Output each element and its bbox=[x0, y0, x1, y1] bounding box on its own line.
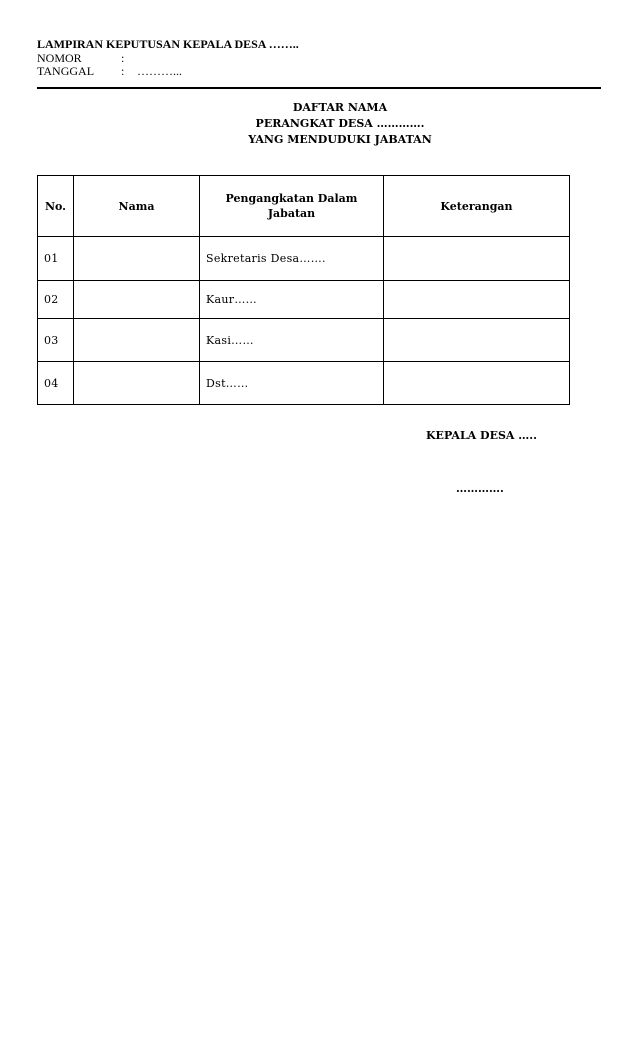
document-title-line: YANG MENDUDUKI JABATAN bbox=[248, 133, 432, 146]
table-row bbox=[38, 362, 570, 405]
cell-nama bbox=[74, 281, 200, 319]
cell-nama bbox=[74, 319, 200, 362]
table-row bbox=[38, 281, 570, 319]
cell-nama bbox=[74, 237, 200, 281]
cell-jabatan: Sekretaris Desa……. bbox=[200, 237, 384, 281]
document-title bbox=[37, 100, 638, 148]
meta-row-tanggal bbox=[37, 65, 601, 78]
cell-keterangan bbox=[384, 319, 570, 362]
cell-no: 02 bbox=[38, 281, 74, 319]
document-title-line: PERANGKAT DESA …………. bbox=[255, 117, 425, 130]
cell-jabatan: Kaur…… bbox=[200, 281, 384, 319]
cell-keterangan bbox=[384, 237, 570, 281]
cell-keterangan bbox=[384, 362, 570, 405]
attachment-title: LAMPIRAN KEPUTUSAN KEPALA DESA …….. bbox=[37, 37, 299, 51]
officials-table bbox=[37, 175, 570, 405]
cell-nama bbox=[74, 362, 200, 405]
cell-no: 04 bbox=[38, 362, 74, 405]
document-title-line: DAFTAR NAMA bbox=[292, 101, 388, 114]
meta-colon: : bbox=[121, 51, 125, 65]
document-header bbox=[37, 36, 601, 78]
cell-jabatan: Dst…… bbox=[200, 362, 384, 405]
meta-colon: : bbox=[121, 64, 125, 78]
cell-keterangan bbox=[384, 281, 570, 319]
cell-jabatan: Kasi…… bbox=[200, 319, 384, 362]
meta-label: NOMOR bbox=[37, 51, 82, 65]
signature-title: KEPALA DESA ….. bbox=[426, 429, 537, 442]
column-header-no: No. bbox=[38, 176, 74, 237]
table-row bbox=[38, 319, 570, 362]
column-header-nama: Nama bbox=[74, 176, 200, 237]
cell-no: 01 bbox=[38, 237, 74, 281]
signature-name: …………. bbox=[456, 482, 504, 495]
cell-no: 03 bbox=[38, 319, 74, 362]
column-header-jabatan-label: Pengangkatan Dalam Jabatan bbox=[225, 192, 358, 220]
table-header-row bbox=[38, 176, 570, 237]
column-header-jabatan bbox=[200, 176, 384, 237]
meta-value: ………... bbox=[137, 64, 182, 78]
meta-label: TANGGAL bbox=[37, 64, 95, 78]
header-divider bbox=[37, 87, 601, 89]
table-row bbox=[38, 237, 570, 281]
column-header-keterangan: Keterangan bbox=[384, 176, 570, 237]
